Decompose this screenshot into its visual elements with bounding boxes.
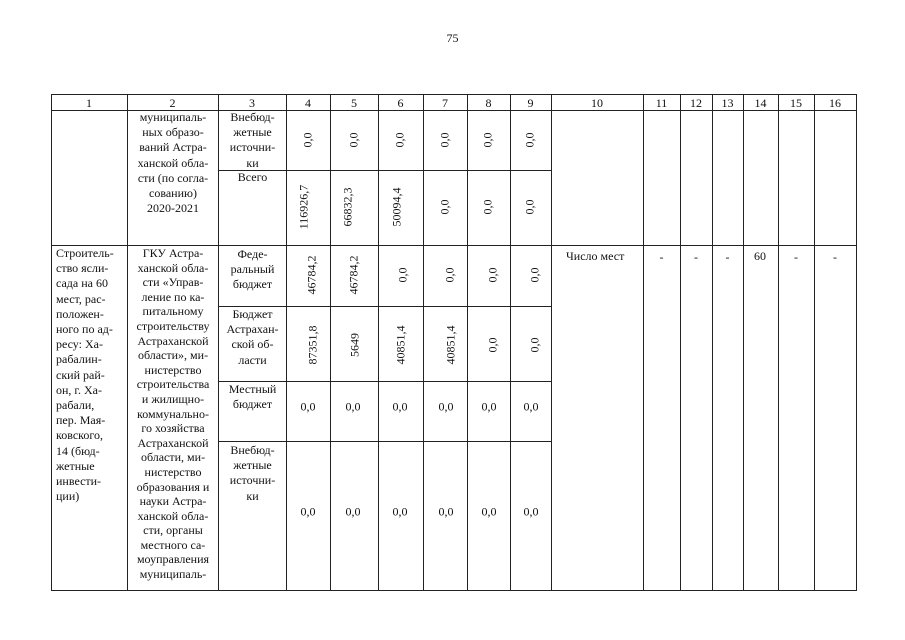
value-cell: 0,0 [300, 132, 315, 148]
text-line: пер. Мая- [56, 413, 106, 428]
target-value: - [659, 250, 664, 264]
text-line: ки [246, 488, 259, 503]
text-line: нистерство [144, 362, 202, 377]
text-line: строительству [136, 318, 210, 333]
text-line: Астраханской [137, 333, 209, 348]
value-cell: 0,0 [485, 267, 500, 283]
row-divider [218, 441, 551, 442]
column-border [378, 94, 379, 591]
text-line: ральный [230, 262, 275, 277]
value-cell: 50094,4 [389, 187, 404, 227]
column-border [286, 94, 287, 591]
text-line: жетные [233, 125, 272, 140]
indicator-cell: Число мест [566, 249, 625, 263]
column-border [423, 94, 424, 591]
text-line: области», ми- [137, 348, 209, 363]
text-line: науки Астра- [139, 494, 207, 509]
value-cell: 46784,2 [304, 255, 319, 295]
value-cell: 0,0 [300, 399, 316, 414]
text-line: ство ясли- [56, 261, 109, 276]
value-cell: 0,0 [345, 399, 361, 414]
column-header: 8 [485, 96, 492, 110]
text-line: он, г. Ха- [56, 382, 102, 397]
value-cell: 0,0 [522, 199, 537, 215]
text-line: источни- [229, 473, 276, 488]
text-line: питальному [142, 304, 204, 319]
text-line: ление по ка- [141, 289, 205, 304]
text-line: сти (по согла- [137, 170, 209, 185]
text-line: инвести- [56, 474, 102, 489]
text-line: ного по ад- [56, 322, 113, 337]
text-line: ласти [238, 352, 267, 367]
target-value: - [833, 250, 837, 264]
value-cell: 0,0 [438, 504, 454, 519]
target-value: - [794, 250, 798, 264]
funding-source-cell [219, 382, 286, 412]
value-cell: 0,0 [438, 399, 454, 414]
text-line: жетные [233, 458, 272, 473]
text-line: жетные [56, 458, 95, 473]
table-bottom-border [51, 590, 857, 591]
value-cell: 0,0 [527, 267, 542, 283]
text-line: образования и [136, 479, 210, 494]
text-line: источни- [229, 140, 276, 155]
column-border [51, 94, 52, 591]
text-line: бюджет [232, 277, 273, 292]
text-line: ковского, [56, 428, 103, 443]
text-line: 2020-2021 [147, 201, 199, 216]
column-header: 2 [169, 96, 176, 110]
value-cell: 0,0 [392, 504, 408, 519]
text-line: ваний Астра- [139, 140, 207, 155]
text-line: ки [246, 155, 259, 170]
column-header: 6 [397, 96, 404, 110]
value-cell: 0,0 [481, 399, 497, 414]
value-cell: 87351,8 [305, 325, 320, 365]
executor-cell [128, 246, 218, 582]
text-line: 14 (бюд- [56, 443, 100, 458]
column-border [551, 94, 552, 591]
text-line: Феде- [237, 247, 268, 261]
column-header: 16 [829, 96, 841, 110]
value-cell: 0,0 [300, 504, 316, 519]
text-line: муниципаль- [139, 567, 207, 582]
column-border [330, 94, 331, 591]
column-header: 5 [351, 96, 357, 110]
value-cell: 40851,4 [443, 325, 458, 365]
value-cell: 0,0 [485, 337, 500, 353]
funding-source-cell [219, 170, 286, 185]
column-header: 10 [591, 96, 603, 110]
page-number: 75 [446, 31, 459, 45]
value-cell: 0,0 [437, 132, 452, 148]
value-cell: 0,0 [480, 132, 495, 148]
text-line: коммунально- [137, 406, 209, 421]
project-name-cell [56, 246, 126, 504]
text-line: го хозяйства [141, 421, 205, 436]
value-cell: 0,0 [527, 337, 542, 353]
column-header: 3 [249, 96, 255, 110]
table-top-border [51, 94, 857, 95]
value-cell: 0,0 [480, 199, 495, 215]
value-cell: 0,0 [392, 132, 407, 148]
text-line: рабалин- [56, 352, 102, 367]
column-header: 11 [655, 96, 668, 110]
text-line: сти «Управ- [142, 275, 204, 290]
value-cell: 0,0 [392, 399, 408, 414]
text-line: ресу: Ха- [56, 337, 103, 352]
value-cell: 5649 [347, 333, 362, 357]
column-header: 13 [721, 96, 734, 110]
column-header: 9 [527, 96, 534, 110]
funding-source-cell [219, 110, 286, 171]
text-line: Бюджет [232, 307, 273, 321]
funding-source-cell [219, 247, 286, 293]
text-line: сти, органы [143, 523, 203, 538]
text-line: мест, рас- [56, 291, 106, 306]
column-border [743, 94, 744, 591]
text-line: ции) [56, 489, 80, 504]
text-line: Строитель- [56, 246, 114, 260]
value-cell: 116926,7 [296, 184, 311, 230]
text-line: муниципаль- [139, 110, 207, 124]
column-border [467, 94, 468, 591]
column-header: 12 [690, 96, 702, 110]
text-line: ский рай- [56, 367, 105, 382]
column-border [712, 94, 713, 591]
text-line: и жилищно- [141, 391, 205, 406]
value-cell: 0,0 [523, 399, 539, 414]
value-cell: 0,0 [522, 132, 537, 148]
column-border [814, 94, 815, 591]
text-line: Местный [228, 382, 277, 396]
text-line: Астрахан- [226, 322, 279, 337]
value-cell: 0,0 [437, 199, 452, 215]
text-line: Всего [237, 170, 268, 184]
text-line: ской об- [231, 337, 274, 352]
text-line: области, ми- [140, 450, 206, 465]
text-line: ханской обла- [137, 155, 209, 170]
value-cell: 40851,4 [393, 325, 408, 365]
column-header: 7 [442, 96, 448, 110]
column-header: 1 [86, 96, 92, 110]
text-line: сованию) [149, 186, 197, 201]
column-border [778, 94, 779, 591]
funding-source-cell [219, 443, 286, 504]
column-border [643, 94, 644, 591]
text-line: ханской обла- [137, 508, 209, 523]
column-header: 15 [790, 96, 802, 110]
text-line: положен- [56, 306, 104, 321]
value-cell: 46784,2 [346, 255, 361, 295]
text-line: ханской обла- [137, 260, 209, 275]
value-cell: 66832,3 [340, 187, 355, 227]
value-cell: 0,0 [523, 504, 539, 519]
column-border [510, 94, 511, 591]
text-line: сада на 60 [56, 276, 108, 291]
column-header: 4 [305, 96, 311, 110]
text-line: ГКУ Астра- [142, 246, 204, 260]
text-line: Внебюд- [230, 110, 275, 124]
text-line: Внебюд- [230, 443, 275, 457]
target-value: - [694, 250, 698, 264]
funding-source-cell [219, 307, 286, 368]
column-border [680, 94, 681, 591]
text-line: моуправления [136, 552, 210, 567]
text-line: строительства [136, 377, 210, 392]
value-cell: 0,0 [345, 504, 361, 519]
text-line: бюджет [232, 397, 273, 412]
target-value: - [725, 250, 730, 264]
text-line: нистерство [144, 464, 202, 479]
value-cell: 0,0 [481, 504, 497, 519]
executor-continuation [128, 110, 218, 216]
text-line: местного са- [140, 537, 206, 552]
text-line: Астраханской [137, 435, 209, 450]
target-value: 60 [754, 249, 766, 263]
column-header: 14 [754, 96, 767, 110]
value-cell: 0,0 [346, 132, 361, 148]
value-cell: 0,0 [395, 267, 410, 283]
column-border [856, 94, 857, 591]
value-cell: 0,0 [442, 267, 457, 283]
text-line: рабали, [56, 398, 95, 413]
text-line: ных образо- [142, 125, 204, 140]
